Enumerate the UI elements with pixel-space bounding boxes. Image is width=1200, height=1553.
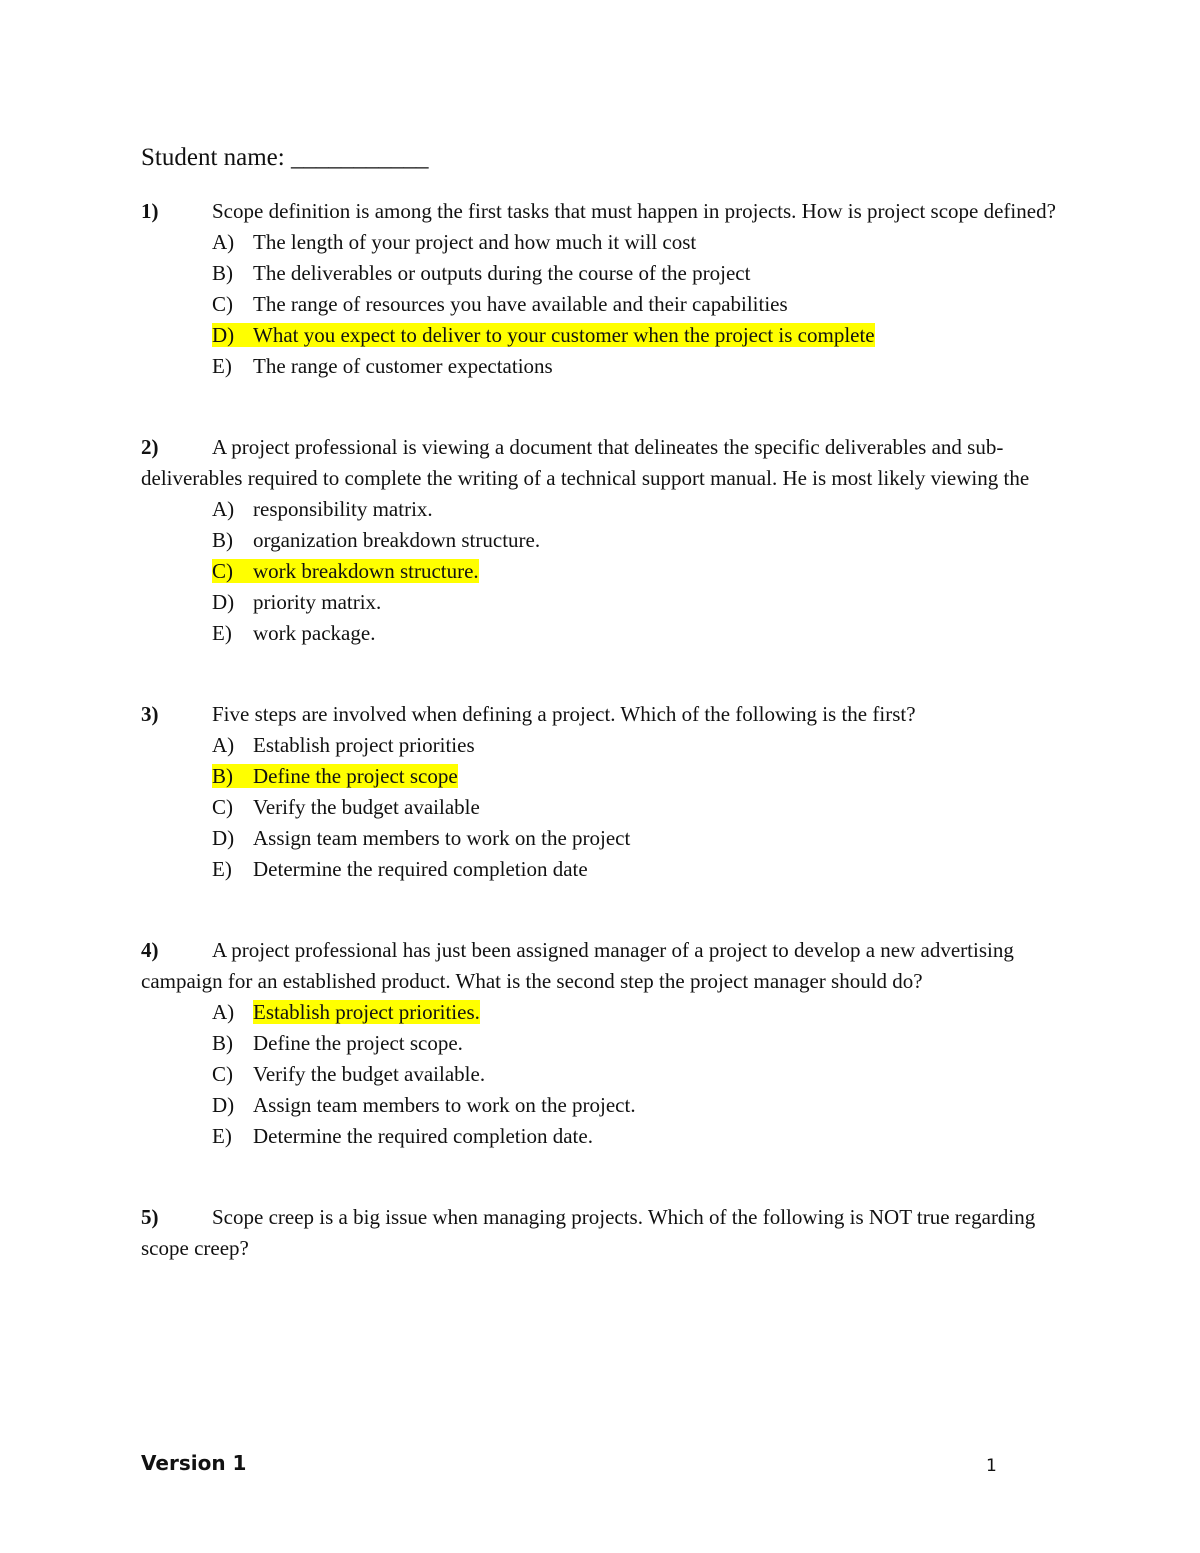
option-a	[212, 494, 1071, 525]
option-c-correct	[212, 556, 1071, 587]
option-text: The length of your project and how much it will cost	[253, 230, 697, 254]
option-text: Assign team members to work on the project	[253, 826, 631, 850]
question-text	[141, 1202, 1071, 1264]
option-letter: D)	[212, 590, 235, 614]
option-text: Define the project scope	[253, 764, 458, 788]
option-letter: E)	[212, 1124, 232, 1148]
option-letter: B)	[212, 528, 233, 552]
option-letter: D)	[212, 323, 235, 347]
option-b	[212, 258, 1071, 289]
option-d	[212, 823, 1071, 854]
option-e	[212, 618, 1071, 649]
option-text: The deliverables or outputs during the course of the project	[253, 261, 751, 285]
question-text	[141, 935, 1071, 997]
option-b-correct	[212, 761, 1071, 792]
question-5	[141, 1202, 1071, 1264]
answer-options	[141, 227, 1071, 382]
answer-options	[141, 494, 1071, 649]
document-body	[141, 140, 1071, 1314]
question-text	[141, 196, 1071, 227]
answer-options	[141, 730, 1071, 885]
option-letter: B)	[212, 261, 233, 285]
option-letter: B)	[212, 764, 233, 788]
option-d-correct	[212, 320, 1071, 351]
option-a	[212, 227, 1071, 258]
option-text: responsibility matrix.	[253, 497, 433, 521]
option-text: What you expect to deliver to your customer when the project is complete	[253, 323, 875, 347]
question-prompt: Five steps are involved when defining a project. Which of the following is the first?	[212, 702, 916, 726]
option-letter: E)	[212, 621, 232, 645]
question-4	[141, 935, 1071, 1152]
option-letter: A)	[212, 1000, 235, 1024]
question-number: 1)	[141, 199, 159, 223]
option-letter: D)	[212, 1093, 235, 1117]
option-letter: D)	[212, 826, 235, 850]
option-text: Verify the budget available	[253, 795, 480, 819]
option-c	[212, 1059, 1071, 1090]
question-text	[141, 432, 1071, 494]
option-letter: A)	[212, 497, 235, 521]
option-letter: C)	[212, 1062, 233, 1086]
question-number: 4)	[141, 938, 159, 962]
option-text: Verify the budget available.	[253, 1062, 486, 1086]
question-number: 2)	[141, 435, 159, 459]
option-text: organization breakdown structure.	[253, 528, 541, 552]
question-1	[141, 196, 1071, 382]
student-name-line: Student name: ___________	[141, 144, 429, 171]
option-text: The range of customer expectations	[253, 354, 553, 378]
footer-version: Version 1	[141, 1451, 247, 1475]
option-text: Establish project priorities.	[253, 1000, 480, 1024]
answer-highlight	[212, 764, 458, 788]
question-number: 3)	[141, 702, 159, 726]
option-text: work breakdown structure.	[253, 559, 479, 583]
question-prompt: Scope definition is among the first tasks that must happen in projects. How is project scope defined?	[212, 199, 1056, 223]
option-letter: A)	[212, 230, 235, 254]
option-letter: C)	[212, 559, 233, 583]
option-text: Determine the required completion date.	[253, 1124, 593, 1148]
answer-highlight	[212, 559, 479, 583]
option-e	[212, 854, 1071, 885]
option-text: priority matrix.	[253, 590, 382, 614]
option-d	[212, 1090, 1071, 1121]
option-e	[212, 351, 1071, 382]
option-d	[212, 587, 1071, 618]
option-text: Assign team members to work on the project.	[253, 1093, 636, 1117]
option-a-correct	[212, 997, 1071, 1028]
option-letter: B)	[212, 1031, 233, 1055]
option-text: Determine the required completion date	[253, 857, 588, 881]
question-text	[141, 699, 1071, 730]
question-prompt: Scope creep is a big issue when managing projects. Which of the following is NOT true regarding scope creep?	[141, 1205, 1036, 1260]
option-c	[212, 289, 1071, 320]
question-3	[141, 699, 1071, 885]
option-text: The range of resources you have available and their capabilities	[253, 292, 788, 316]
option-text: work package.	[253, 621, 376, 645]
option-b	[212, 525, 1071, 556]
option-letter: E)	[212, 857, 232, 881]
question-prompt: A project professional has just been assigned manager of a project to develop a new advertising campaign for an established product. What is the second step the project manager should do?	[141, 938, 1014, 993]
page-number: 1	[986, 1456, 997, 1476]
answer-options	[141, 997, 1071, 1152]
option-letter: E)	[212, 354, 232, 378]
option-letter: C)	[212, 292, 233, 316]
option-letter: C)	[212, 795, 233, 819]
option-c	[212, 792, 1071, 823]
option-e	[212, 1121, 1071, 1152]
option-text: Establish project priorities	[253, 733, 475, 757]
option-text: Define the project scope.	[253, 1031, 463, 1055]
question-prompt: A project professional is viewing a document that delineates the specific deliverables and sub-deliverables required to complete the writing of a technical support manual. He is most likely viewing the	[141, 435, 1030, 490]
question-number: 5)	[141, 1205, 159, 1229]
answer-highlight	[212, 323, 875, 347]
option-letter: A)	[212, 733, 235, 757]
question-2	[141, 432, 1071, 649]
option-a	[212, 730, 1071, 761]
option-b	[212, 1028, 1071, 1059]
